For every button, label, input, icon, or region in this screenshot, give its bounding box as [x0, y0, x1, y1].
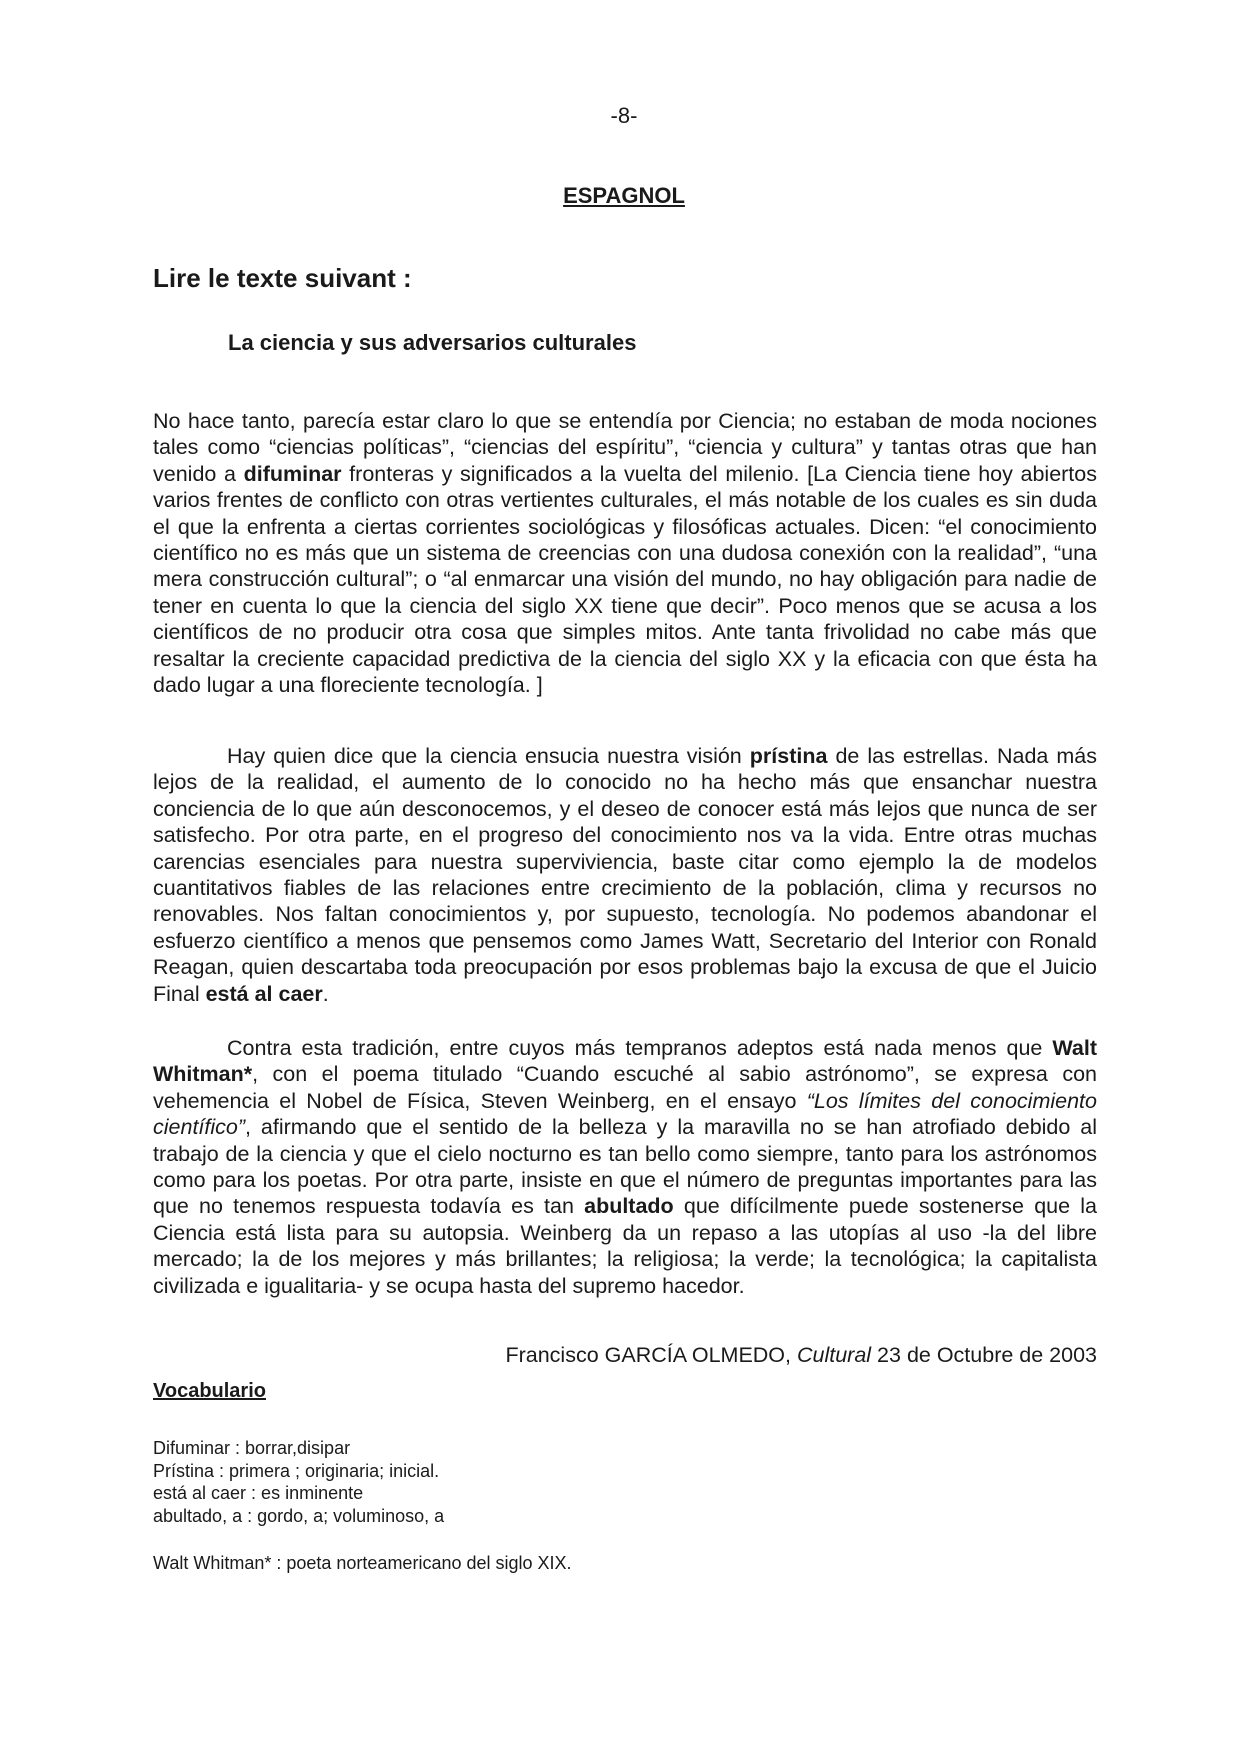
vocabulary-item: Difuminar : borrar,disipar — [153, 1438, 351, 1458]
vocabulary-list — [153, 1437, 444, 1527]
instruction-heading: Lire le texte suivant : — [153, 263, 412, 293]
text-segment: . — [322, 981, 329, 1006]
vocabulary-title: Vocabulario — [153, 1380, 266, 1402]
text-segment: , con el poema titulado “Cuando escuché al sabio astrónomo”, se expresa con vehemencia el Nobel de Física, Steven Weinberg, en el ensayo — [153, 1062, 1097, 1113]
bold-term: abultado — [584, 1194, 674, 1219]
bold-term: Walt Whitman* — [153, 1036, 1097, 1087]
vocabulary-item: abultado, a : gordo, a; voluminoso, a — [153, 1505, 445, 1526]
page-number: -8- — [610, 103, 638, 128]
text-segment: Contra esta tradición, entre cuyos más tempranos adeptos está nada menos que — [227, 1036, 1053, 1060]
footnote: Walt Whitman* : poeta norteamericano del siglo XIX. — [153, 1553, 572, 1573]
italic-title: “Los límites del conocimiento científico” — [153, 1088, 1097, 1140]
subject-title: ESPAGNOL — [563, 183, 685, 208]
vocabulary-item: está al caer : es inminente — [153, 1483, 364, 1503]
attribution-source: Cultural — [796, 1343, 872, 1367]
bold-term: está al caer — [205, 981, 323, 1006]
attribution-author: Francisco GARCÍA OLMEDO, — [505, 1343, 797, 1367]
text-segment: , afirmando que el sentido de la belleza y la maravilla no se han atrofiado debido al trabajo de la ciencia y que el cielo nocturno es tan bello como siempre, tanto para los astrónomos como para los poetas. Por otra parte, insiste en que el número de preguntas importantes para las que no tenemos respuesta todavía es tan — [153, 1115, 1097, 1219]
text-segment: de las estrellas. Nada más lejos de la realidad, el aumento de lo conocido no ha hecho más que ensanchar nuestra conciencia de lo que aún desconocemos, y el deseo de conocer está más lejos que nunca de ser satisfecho. Por otra parte, en el progreso del conocimiento nos va la vida. Entre otras muchas carencias esenciales para nuestra superviviencia, baste citar como ejemplo la de modelos cuantitativos fiables de las relaciones entre crecimiento de la población, clima y recursos no renovables. Nos faltan conocimientos y, por supuesto, tecnología. No podemos abandonar el esfuerzo científico a menos que pensemos como James Watt, Secretario del Interior con Ronald Reagan, quien descartaba toda preocupación por esos problemas bajo la excusa de que el Juicio Final — [153, 744, 1098, 1006]
article-title: La ciencia y sus adversarios culturales — [228, 330, 637, 355]
article-paragraph-1 — [153, 408, 1097, 698]
article-paragraph-3 — [153, 1035, 1097, 1299]
text-segment: Hay quien dice que la ciencia ensucia nuestra visión — [227, 744, 750, 768]
text-segment: No hace tanto, parecía estar claro lo que se entendía por Ciencia; no estaban de moda nociones tales como “ciencias políticas”, “ciencias del espíritu”, “ciencia y cultura” y tantas otras que han venido a — [153, 409, 1097, 486]
article-attribution — [505, 1343, 1097, 1368]
bold-term: difuminar — [243, 461, 342, 486]
bold-term: prístina — [749, 744, 828, 768]
vocabulary-item: Prístina : primera ; originaria; inicial. — [153, 1460, 440, 1481]
attribution-date: 23 de Octubre de 2003 — [871, 1343, 1097, 1367]
text-segment: que difícilmente puede sostenerse que la Ciencia está lista para su autopsia. Weinberg da un repaso a las utopías al uso -la del libre mercado; la de los mejores y más brillantes; la religiosa; la verde; la tecnológica; la capitalista civilizada e igualitaria- y se ocupa hasta del supremo hacedor. — [153, 1194, 1097, 1298]
article-paragraph-2 — [153, 743, 1097, 1007]
text-segment: fronteras y significados a la vuelta del milenio. [La Ciencia tiene hoy abiertos varios frentes de conflicto con otras vertientes culturales, el más notable de los cuales es sin duda el que la enfrenta a ciertas corrientes sociológicas y filosóficas actuales. Dicen: “el conocimiento científico no es más que un sistema de creencias con una dudosa conexión con la realidad”, “una mera construcción cultural”; o “al enmarcar una visión del mundo, no hay obligación para nadie de tener en cuenta lo que la ciencia del siglo XX tiene que decir”. Poco menos que se acusa a los científicos de no producir otra cosa que simples mitos. Ante tanta frivolidad no cabe más que resaltar la creciente capacidad predictiva de la ciencia del siglo XX y la eficacia con que ésta ha dado lugar a una floreciente tecnología. ] — [153, 461, 1097, 698]
